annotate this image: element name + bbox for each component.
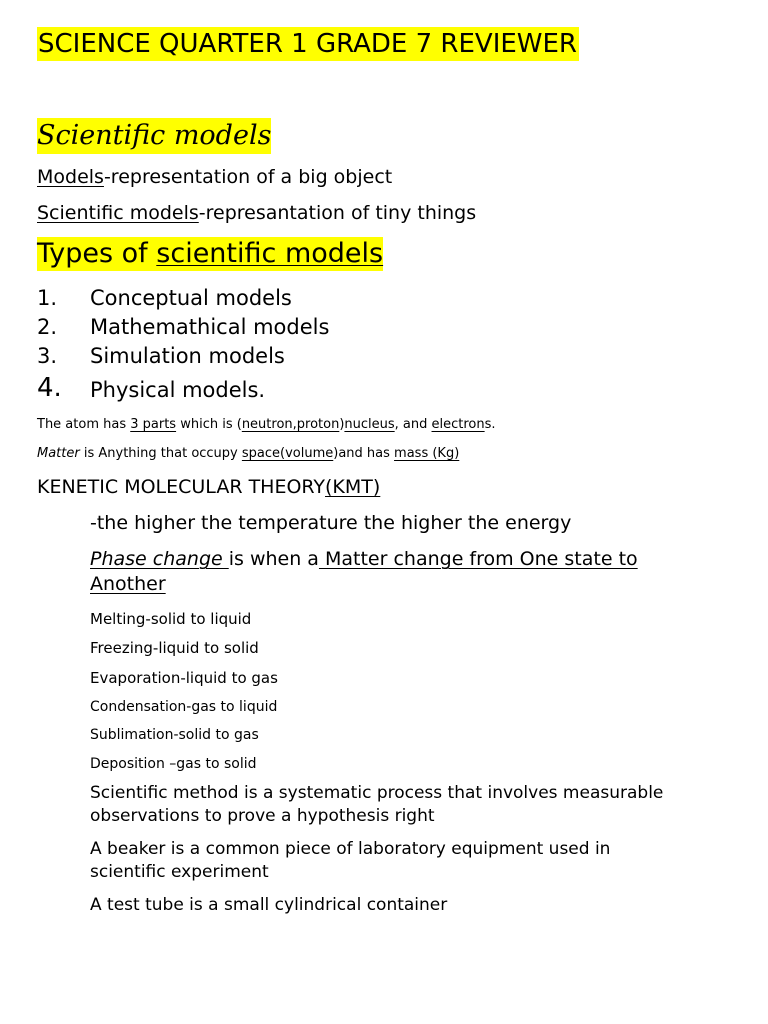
phase-item-condensation: Condensation-gas to liquid xyxy=(90,699,278,715)
text-run: is Anything that occupy xyxy=(79,446,242,461)
phase-item-sublimation: Sublimation-solid to gas xyxy=(90,727,259,743)
atom-parts-line xyxy=(37,416,496,434)
list-item-mathematical-models: Mathemathical models xyxy=(90,315,330,339)
text-run: )and has xyxy=(333,446,395,461)
list-number: 2. xyxy=(37,315,58,339)
list-number: 1. xyxy=(37,286,58,310)
kmt-heading xyxy=(37,475,380,499)
types-heading-prefix: Types of xyxy=(37,238,157,269)
paragraph-scientific-method: Scientific method is a systematic process that involves measurable observations to prove a hypothesis right xyxy=(90,783,664,826)
kmt-heading-text: KENETIC MOLECULAR THEORY xyxy=(37,476,326,498)
paragraph-beaker: A beaker is a common piece of laboratory equipment used in scientific experiment xyxy=(90,839,611,882)
document-title: SCIENCE QUARTER 1 GRADE 7 REVIEWER xyxy=(38,29,577,59)
paragraph-test-tube: A test tube is a small cylindrical container xyxy=(90,895,448,915)
phase-item-melting: Melting-solid to liquid xyxy=(90,610,252,628)
text-run-italic: Matter xyxy=(37,446,80,461)
text-run-underlined: mass (Kg) xyxy=(394,446,460,461)
definition-term: Scientific models xyxy=(37,202,199,224)
definition-term: Models xyxy=(37,166,104,188)
text-run: ) xyxy=(339,417,345,432)
text-run: , and xyxy=(394,417,432,432)
phase-item-evaporation: Evaporation-liquid to gas xyxy=(90,669,278,687)
types-heading xyxy=(37,237,383,271)
list-item-physical-models: Physical models. xyxy=(90,378,266,402)
kmt-statement: -the higher the temperature the higher the energy xyxy=(90,512,572,534)
section-heading-scientific-models: Scientific models xyxy=(37,118,271,154)
matter-definition-line xyxy=(37,445,459,463)
text-run-underlined: nucleus xyxy=(344,417,395,432)
phase-item-deposition: Deposition –gas to solid xyxy=(90,756,257,772)
text-run: is when a xyxy=(228,548,319,570)
kmt-abbreviation: (KMT) xyxy=(325,476,381,498)
list-item-simulation-models: Simulation models xyxy=(90,344,285,368)
text-run: The atom has xyxy=(37,417,131,432)
text-run-underlined: neutron,proton xyxy=(241,417,340,432)
definition-text: -representation of a big object xyxy=(103,166,393,188)
text-run-underlined: space(volume xyxy=(241,446,334,461)
definition-scientific-models xyxy=(37,201,476,225)
text-run: s. xyxy=(484,417,496,432)
text-run-underlined: 3 parts xyxy=(130,417,177,432)
types-heading-underlined: scientific models xyxy=(156,238,384,269)
phase-item-freezing: Freezing-liquid to solid xyxy=(90,639,259,657)
text-run-underlined: electron xyxy=(431,417,485,432)
phase-change-definition xyxy=(90,547,690,597)
list-number: 4. xyxy=(37,373,62,403)
list-item-conceptual-models: Conceptual models xyxy=(90,286,292,310)
definition-models xyxy=(37,165,392,189)
definition-text: -represantation of tiny things xyxy=(198,202,477,224)
text-run: which is ( xyxy=(176,417,242,432)
phase-change-definition-text: Matter change from One state to Another xyxy=(90,548,638,595)
list-number: 3. xyxy=(37,344,58,368)
phase-change-term: Phase change xyxy=(90,548,229,570)
